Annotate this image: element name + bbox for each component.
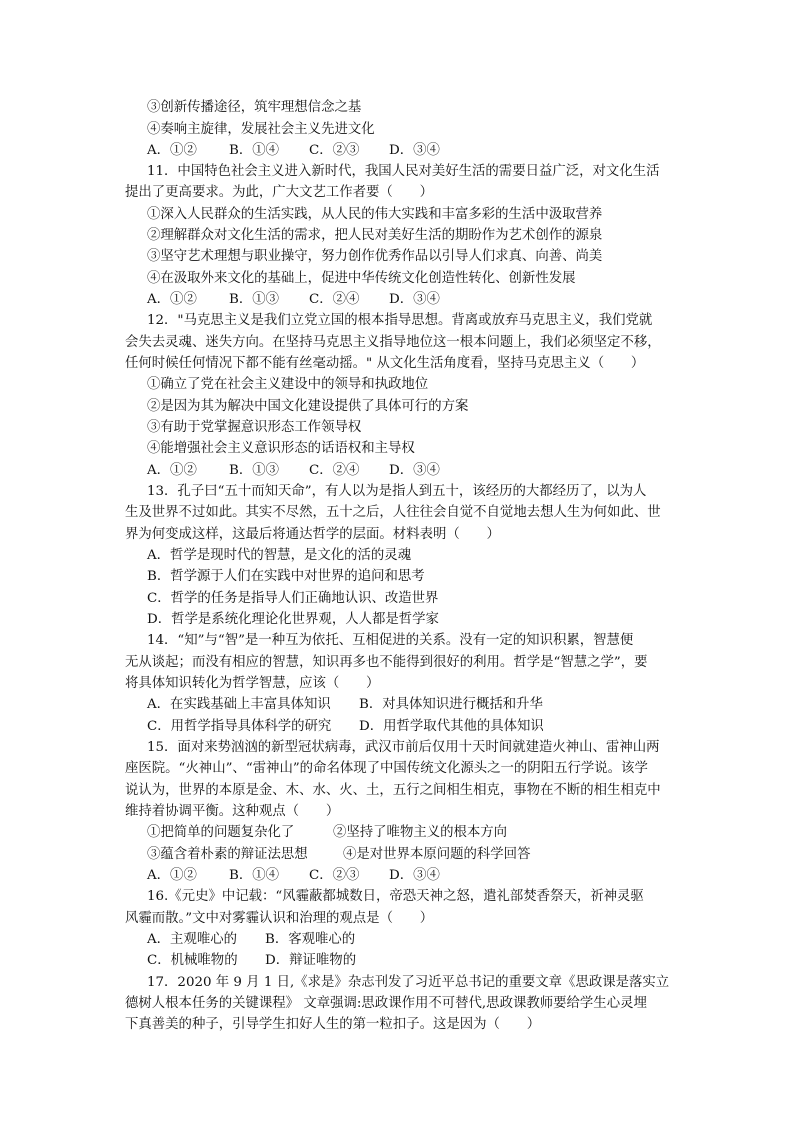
- choice-b: B．①④: [229, 143, 280, 158]
- option-1: ①把简单的问题复杂化了: [147, 825, 295, 840]
- question-13-stem: 13．孔子曰“五十而知天命”，有人以为是指人到五十，该经历的大都经历了，以为人: [147, 484, 647, 499]
- option-2: ②坚持了唯物主义的根本方向: [333, 825, 508, 840]
- option-line: ④奏响主旋律，发展社会主义先进文化: [147, 122, 375, 137]
- choice-a: A．①②: [147, 463, 197, 478]
- choice-b: B．①③: [229, 463, 280, 478]
- question-17-stem: 17．2020 年 9 月 1 日,《求是》杂志刊发了习近平总书记的重要文章《思政课是落实立: [147, 975, 670, 990]
- answer-choices: [147, 289, 440, 311]
- option-line: ④在汲取外来文化的基础上，促进中华传统文化创造性转化、创新性发展: [147, 271, 576, 286]
- choice-d: D．③④: [389, 463, 440, 478]
- answer-choices: [147, 460, 440, 482]
- choice-c: C．用哲学指导具体科学的研究: [147, 719, 332, 734]
- choice-a: A．在实践基础上丰富具体知识: [147, 697, 331, 712]
- choice-b: B．①③: [229, 292, 280, 307]
- answer-choices: [147, 929, 355, 951]
- question-17-stem: 德树人根本任务的关键课程》 文章强调:思政课作用不可替代,思政课教师要给学生心灵埋: [125, 996, 647, 1011]
- option-4: ④是对世界本原问题的科学回答: [343, 847, 531, 862]
- choice-d: D．哲学是系统化理论化世界观，人人都是哲学家: [147, 612, 439, 627]
- question-11-stem: 提出了更高要求。为此，广大文艺工作者要（ ）: [125, 185, 433, 200]
- answer-choices: [147, 865, 440, 887]
- choice-a: A．①②: [147, 868, 197, 883]
- option-line: ③坚守艺术理想与职业操守，努力创作优秀作品以引导人们求真、向善、尚美: [147, 249, 603, 264]
- choice-d: D．用哲学取代其他的具体知识: [359, 719, 544, 734]
- choice-c: C．②③: [309, 143, 360, 158]
- option-line: ③有助于党掌握意识形态工作领导权: [147, 420, 362, 435]
- option-3: ③蕴含着朴素的辩证法思想: [147, 847, 308, 862]
- option-line: [147, 822, 507, 844]
- choice-c: C．②③: [309, 868, 360, 883]
- question-15-stem: 维持着协调平衡。这种观点（ ）: [125, 804, 340, 819]
- choice-d: D．③④: [389, 143, 440, 158]
- choice-a: A．①②: [147, 292, 197, 307]
- question-17-stem: 下真善美的种子，引导学生扣好人生的第一粒扣子。这是因为（ ）: [125, 1017, 541, 1032]
- question-15-stem: 座医院。“火神山”、“雷神山”的命名体现了中国传统文化源头之一的阴阳五行学说。该学: [125, 761, 648, 776]
- question-14-stem: 14．“知”与“智”是一种互为依托、互相促进的关系。没有一定的知识积累，智慧便: [147, 633, 634, 648]
- question-14-stem: 将具体知识转化为哲学智慧，应该（ ）: [125, 676, 380, 691]
- option-line: ③创新传播途径，筑牢理想信念之基: [147, 100, 362, 115]
- choice-a: A．主观唯心的: [147, 932, 238, 947]
- question-12-stem: 12．"马克思主义是我们立党立国的根本指导思想。背离或放弃马克思主义，我们党就: [147, 313, 653, 328]
- question-12-stem: 任何时候任何情况下都不能有丝毫动摇。" 从文化生活角度看，坚持马克思主义（ ）: [125, 356, 645, 371]
- choice-c: C．哲学的任务是指导人们正确地认识、改造世界: [147, 591, 439, 606]
- question-11-stem: 11．中国特色社会主义进入新时代，我国人民对美好生活的需要日益广泛，对文化生活: [147, 164, 660, 179]
- answer-choices: [147, 694, 543, 716]
- choice-c: C．②④: [309, 463, 360, 478]
- answer-choices: [147, 140, 440, 162]
- choice-b: B．①④: [229, 868, 280, 883]
- choice-a: A．①②: [147, 143, 197, 158]
- choice-b: B．哲学源于人们在实践中对世界的追问和思考: [147, 569, 425, 584]
- choice-a: A．哲学是现时代的智慧，是文化的活的灵魂: [147, 548, 412, 563]
- option-line: [147, 844, 530, 866]
- option-line: ④能增强社会主义意识形态的话语权和主导权: [147, 441, 415, 456]
- question-14-stem: 无从谈起；而没有相应的智慧，知识再多也不能得到很好的利用。哲学是“智慧之学”，要: [125, 655, 648, 670]
- option-line: ②理解群众对文化生活的需求，把人民对美好生活的期盼作为艺术创作的源泉: [147, 228, 603, 243]
- question-13-stem: 界为何变成这样，这最后将通达哲学的层面。材料表明（ ）: [125, 527, 500, 542]
- option-line: ②是因为其为解决中国文化建设提供了具体可行的方案: [147, 399, 469, 414]
- question-15-stem: 15．面对来势汹汹的新型冠状病毒，武汉市前后仅用十天时间就建造火神山、雷神山两: [147, 740, 660, 755]
- choice-c: C．机械唯物的: [147, 953, 238, 968]
- question-13-stem: 生及世界不过如此。其实不尽然，五十之后，人往往会自觉不自觉地去想人生为何如此、世: [125, 505, 661, 520]
- choice-b: B．客观唯心的: [265, 932, 356, 947]
- answer-choices: [147, 716, 544, 738]
- option-line: ①深入人民群众的生活实践，从人民的伟大实践和丰富多彩的生活中汲取营养: [147, 207, 603, 222]
- answer-choices: [147, 950, 356, 972]
- choice-d: D．③④: [389, 868, 440, 883]
- option-line: ①确立了党在社会主义建设中的领导和执政地位: [147, 377, 429, 392]
- question-16-stem: 风霾而散。”文中对雾霾认识和治理的观点是（ ）: [125, 911, 434, 926]
- choice-d: D．③④: [389, 292, 440, 307]
- question-15-stem: 说认为，世界的本原是金、木、水、火、土，五行之间相生相克，事物在不断的相生相克中: [125, 783, 661, 798]
- choice-d: D．辩证唯物的: [265, 953, 357, 968]
- choice-b: B．对具体知识进行概括和升华: [359, 697, 543, 712]
- question-12-stem: 会失去灵魂、迷失方向。在坚持马克思主义指导地位这一根本问题上，我们必须坚定不移，: [125, 335, 661, 350]
- question-16-stem: 16.《元史》中记载：“风霾蔽都城数日，帝恐天神之怒，遣礼部焚香祭天，祈神灵驱: [147, 889, 644, 904]
- choice-c: C．②④: [309, 292, 360, 307]
